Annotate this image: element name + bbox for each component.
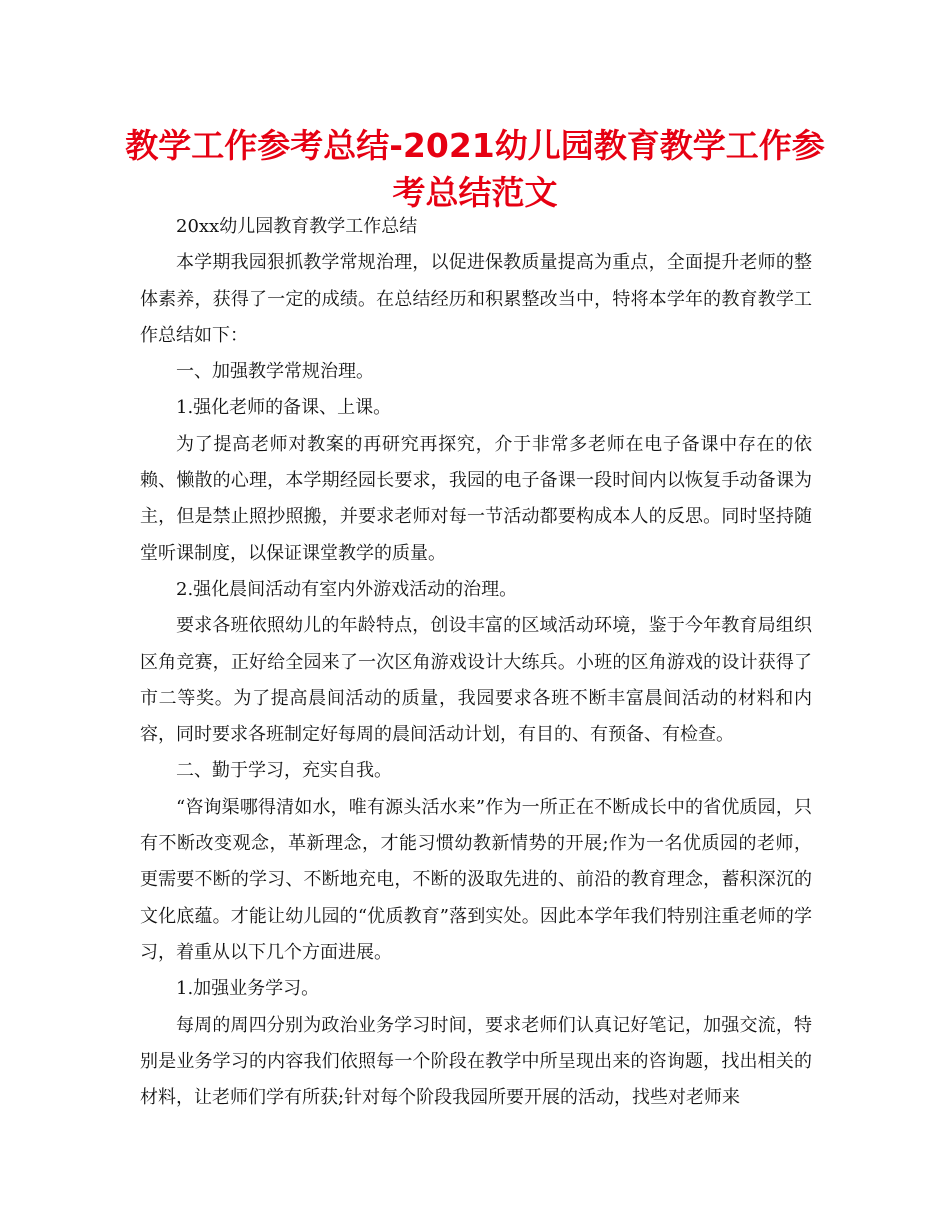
subsection-heading: 1.强化老师的备课、上课。 <box>176 397 392 419</box>
section-heading: 二、勤于学习，充实自我。 <box>176 760 392 782</box>
paragraph: “咨询渠哪得清如水，唯有源头活水来”作为一所正在不断成长中的省优质园，只有不断改变观念，革新理念，才能习惯幼教新情势的开展;作为一名优质园的老师，更需要不断的学习、不断地充电，不断的汲取先进的、前沿的教育理念，蓄积深沉的文化底蕴。才能让幼儿园的“优质教育”落到实处。因此本学年我们特别注重老师的学习，着重从以下几个方面进展。 <box>140 796 812 963</box>
paragraph: 要求各班依照幼儿的年龄特点，创设丰富的区域活动环境，鉴于今年教育局组织区角竞赛，正好给全园来了一次区角游戏设计大练兵。小班的区角游戏的设计获得了市二等奖。为了提高晨间活动的质量，我园要求各班不断丰富晨间活动的材料和内容，同时要求各班制定好每周的晨间活动计划，有目的、有预备、有检查。 <box>140 615 812 746</box>
paragraph-subtitle: 20xx幼儿园教育教学工作总结 <box>176 216 418 237</box>
section-heading: 一、加强教学常规治理。 <box>176 361 374 383</box>
subsection-heading: 1.加强业务学习。 <box>176 978 320 1000</box>
paragraph: 本学期我园狠抓教学常规治理，以促进保教质量提高为重点，全面提升老师的整体素养，获得了一定的成绩。在总结经历和积累整改当中，特将本学年的教育教学工作总结如下： <box>140 252 812 346</box>
document-title: 教学工作参考总结-2021幼儿园教育教学工作参考总结范文 <box>125 126 825 212</box>
paragraph: 为了提高老师对教案的再研究再探究，介于非常多老师在电子备课中存在的依赖、懒散的心理，本学期经园长要求，我园的电子备课一段时间内以恢复手动备课为主，但是禁止照抄照搬，并要求老师对每一节活动都要构成本人的反思。同时坚持随堂听课制度，以保证课堂教学的质量。 <box>140 433 812 564</box>
paragraph: 每周的周四分别为政治业务学习时间，要求老师们认真记好笔记，加强交流，特别是业务学习的内容我们依照每一个阶段在教学中所呈现出来的咨询题，找出相关的材料，让老师们学有所获;针对每个阶段我园所要开展的活动，找些对老师来 <box>140 1014 812 1109</box>
document-body <box>140 209 812 1116</box>
subsection-heading: 2.强化晨间活动有室内外游戏活动的治理。 <box>176 578 518 600</box>
